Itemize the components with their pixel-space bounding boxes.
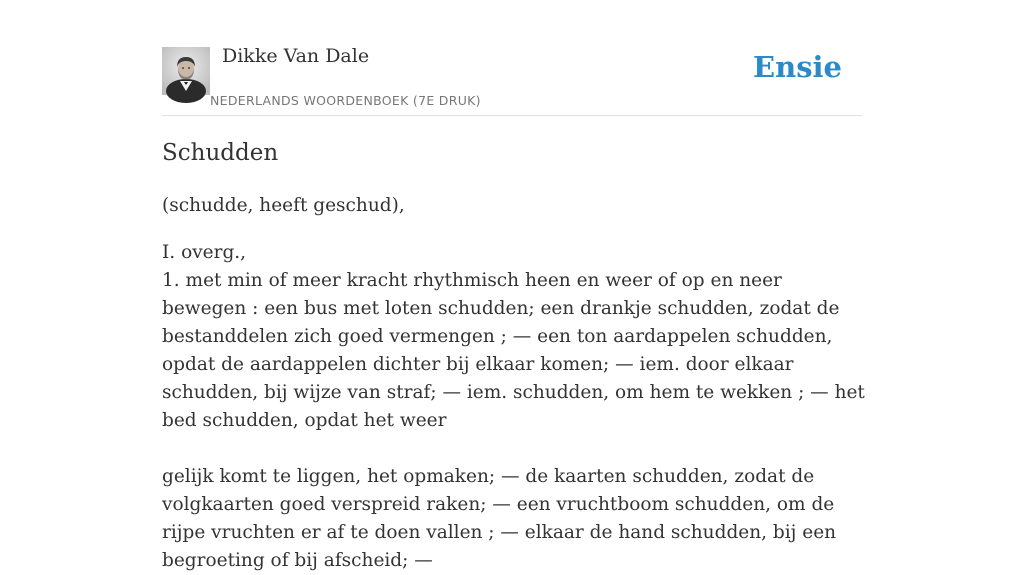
author-name[interactable]: Dikke Van Dale bbox=[222, 45, 370, 67]
entry-title: Schudden bbox=[162, 140, 279, 166]
sense-label: I. overg., bbox=[162, 242, 247, 263]
definition-paragraph: 1. met min of meer kracht rhythmisch heen en weer of op en neer bewegen : een bus met loten schudden; een drankje schudden, zodat de bestanddelen zich goed vermengen ; — een ton aardappelen schudden, opdat de aardappelen dichter bij elkaar komen; — iem. door elkaar schudden, bij wijze van straf; — iem. schudden, om hem te wekken ; — het bed schudden, opdat het weer bbox=[162, 270, 865, 431]
person-portrait-icon[interactable] bbox=[162, 47, 210, 95]
conjugation-text: (schudde, heeft geschud), bbox=[162, 195, 405, 216]
entry-body bbox=[162, 192, 867, 575]
entry-container bbox=[162, 0, 865, 571]
definition-paragraph: gelijk komt te liggen, het opmaken; — de kaarten schudden, zodat de volgkaarten goed verspreid raken; — een vruchtboom schudden, om de rijpe vruchten er af te doen vallen ; — elkaar de hand schudden, bij een begroeting of bij afscheid; — bbox=[162, 466, 837, 571]
entry-header bbox=[162, 0, 862, 116]
brand-logo[interactable]: Ensie bbox=[753, 50, 842, 84]
source-label[interactable]: NEDERLANDS WOORDENBOEK (7E DRUK) bbox=[210, 93, 481, 108]
